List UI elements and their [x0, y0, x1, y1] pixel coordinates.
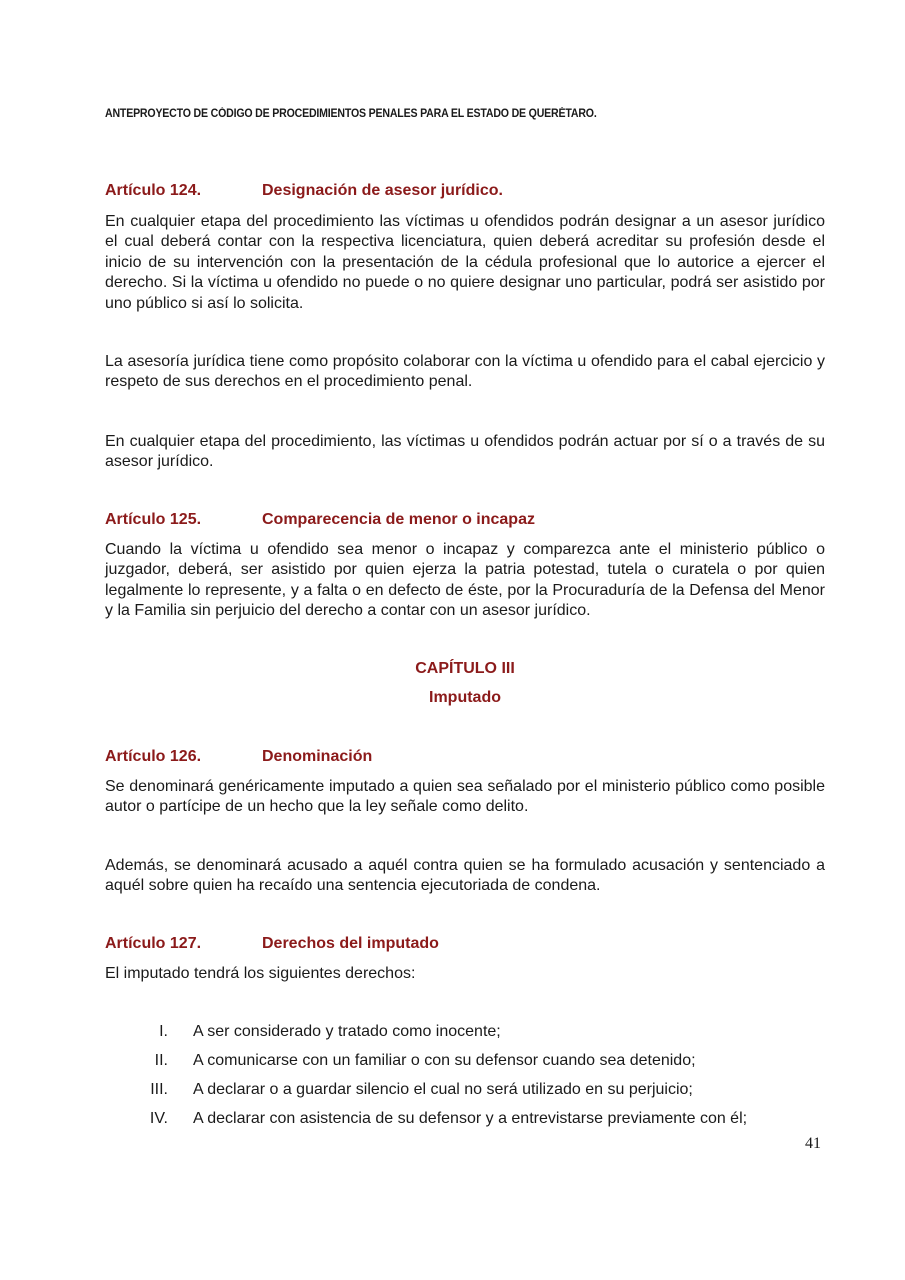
list-item	[105, 1081, 825, 1099]
list-numeral: IV.	[149, 1110, 168, 1127]
article-124-paragraph-1: En cualquier etapa del procedimiento las víctimas u ofendidos podrán designar a un asesor jurídico el cual deberá contar con la respectiva licenciatura, quien deberá acreditar su profesión desde el inicio de su intervención con la presentación de la cédula profesional que lo autorice a ejercer el derecho. Si la víctima u ofendido no puede o no quiere designar uno particular, podrá ser asistido por uno público si así lo solicita.	[105, 213, 825, 312]
list-text: A comunicarse con un familiar o con su defensor cuando sea detenido;	[193, 1052, 696, 1069]
article-number: Artículo 127.	[105, 935, 202, 952]
article-125-heading	[105, 511, 535, 529]
document-header: ANTEPROYECTO DE CÓDIGO DE PROCEDIMIENTOS PENALES PARA EL ESTADO DE QUERÉTARO.	[105, 108, 597, 120]
article-125-paragraph-1: Cuando la víctima u ofendido sea menor o incapaz y comparezca ante el ministerio público o juzgador, deberá, ser asistido por quien ejerza la patria potestad, tutela o curatela o por quien legalmente lo represente, y a falta o en defecto de éste, por la Procuraduría de la Defensa del Menor y la Familia sin perjuicio del derecho a contar con un asesor jurídico.	[105, 541, 825, 620]
article-126-paragraph-1: Se denominará genéricamente imputado a quien sea señalado por el ministerio público como posible autor o partícipe de un hecho que la ley señale como delito.	[105, 778, 825, 816]
list-item	[105, 1052, 825, 1070]
article-number: Artículo 126.	[105, 748, 202, 765]
list-numeral: III.	[150, 1081, 168, 1098]
article-127-paragraph-1: El imputado tendrá los siguientes derechos:	[105, 965, 416, 982]
chapter-label: CAPÍTULO III	[415, 660, 515, 677]
page-number: 41	[805, 1135, 821, 1152]
article-124-paragraph-2: La asesoría jurídica tiene como propósito colaborar con la víctima u ofendido para el cabal ejercicio y respeto de sus derechos en el procedimiento penal.	[105, 353, 825, 391]
list-text: A ser considerado y tratado como inocente;	[193, 1023, 501, 1040]
article-127-heading	[105, 935, 439, 953]
list-item	[105, 1110, 825, 1128]
article-number: Artículo 124.	[105, 182, 202, 199]
list-item	[105, 1023, 825, 1041]
article-126-heading	[105, 748, 372, 766]
article-124-heading	[105, 182, 503, 200]
chapter-title: Imputado	[429, 689, 501, 706]
article-title: Designación de asesor jurídico.	[262, 182, 503, 199]
article-title: Comparecencia de menor o incapaz	[262, 511, 535, 528]
article-124-paragraph-3: En cualquier etapa del procedimiento, las víctimas u ofendidos podrán actuar por sí o a través de su asesor jurídico.	[105, 433, 825, 471]
article-title: Derechos del imputado	[262, 935, 439, 952]
article-126-paragraph-2: Además, se denominará acusado a aquél contra quien se ha formulado acusación y sentenciado a aquél sobre quien ha recaído una sentencia ejecutoriada de condena.	[105, 857, 825, 895]
article-title: Denominación	[262, 748, 373, 765]
list-numeral: II.	[154, 1052, 168, 1069]
list-text: A declarar con asistencia de su defensor y a entrevistarse previamente con él;	[193, 1110, 748, 1127]
article-number: Artículo 125.	[105, 511, 202, 528]
list-numeral: I.	[159, 1023, 168, 1040]
list-text: A declarar o a guardar silencio el cual no será utilizado en su perjuicio;	[193, 1081, 693, 1098]
